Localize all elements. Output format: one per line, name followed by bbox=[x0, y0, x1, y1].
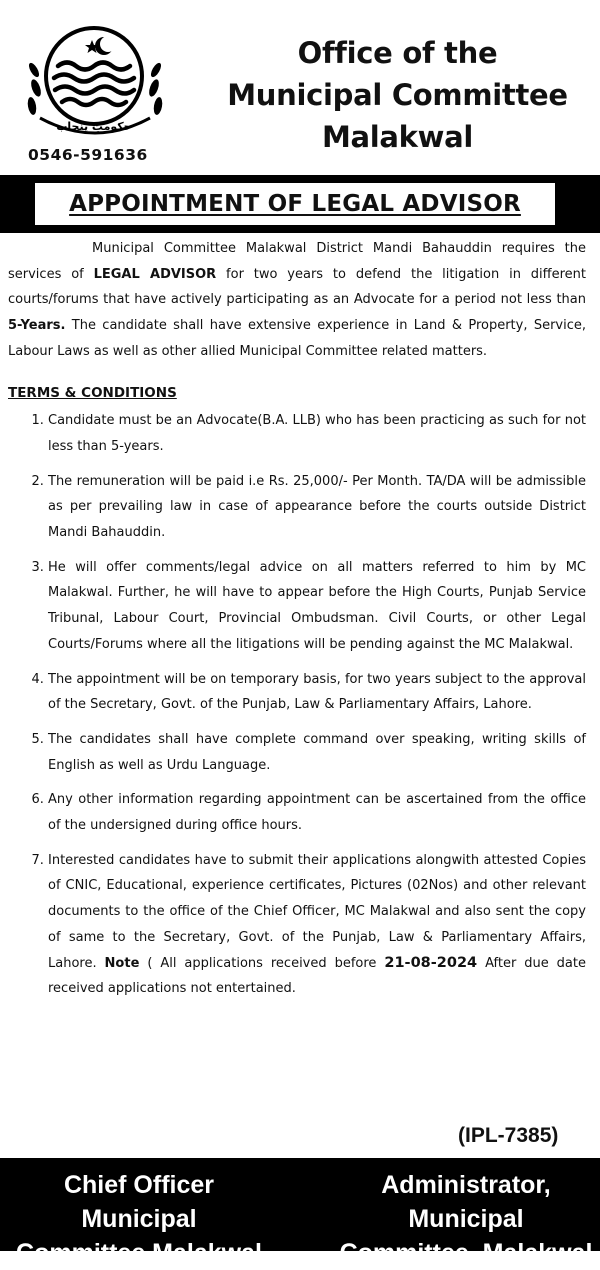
term-7-text-2: ( All applications received before bbox=[139, 955, 385, 971]
term-item-3: 3. He will offer comments/legal advice on all matters referred to him by MC Malakwal. Further, he will have to appear before the High Courts, Punjab Service Tribunal, Labour Court, Provincial Ombudsman. Civil Courts, or other Legal Courts/Forums where all the litigations will be pending against the MC Malakwal. bbox=[48, 555, 586, 658]
intro-position: LEGAL ADVISOR bbox=[93, 266, 217, 282]
term-7-text-3: After due date received applications not entertained. bbox=[48, 955, 586, 997]
terms-heading: TERMS & CONDITIONS bbox=[8, 384, 177, 401]
term-item-7 bbox=[48, 848, 586, 1002]
page-title: APPOINTMENT OF LEGAL ADVISOR bbox=[69, 191, 521, 217]
header bbox=[0, 0, 600, 175]
term-item-1: 1. Candidate must be an Advocate(B.A. LLB) who has been practicing as such for not less than 5-years. bbox=[48, 408, 586, 459]
signatory-administrator bbox=[335, 1168, 597, 1270]
title-box bbox=[35, 183, 555, 225]
phone-number: 0546-591636 bbox=[28, 146, 148, 164]
title-bar bbox=[0, 175, 600, 233]
signatory-chief-officer bbox=[8, 1168, 270, 1270]
advertisement-body bbox=[8, 236, 586, 1011]
spacer bbox=[8, 365, 586, 381]
term-item-2: 2. The remuneration will be paid i.e Rs. 25,000/- Per Month. TA/DA will be admissible as per prevailing law in case of appearance before the courts outside District Mandi Bahauddin. bbox=[48, 469, 586, 546]
term-7-text-1: Interested candidates have to submit their applications alongwith attested Copies of CNIC, Educational, experience certificates, Pictures (02Nos) and other relevant documents to the office of the Chief Officer, MC Malakwal and also sent the copy of same to the Secretary, Govt. of the Punjab, Law & Parliamentary Affairs, Lahore. bbox=[48, 852, 586, 971]
signatory-right-line-1: Administrator, Municipal bbox=[381, 1171, 551, 1233]
term-item-4: 4. The appointment will be on temporary basis, for two years subject to the approval of the Secretary, Govt. of the Punjab, Law & Parliamentary Affairs, Lahore. bbox=[48, 667, 586, 718]
punjab-government-logo bbox=[22, 18, 172, 148]
intro-paragraph bbox=[8, 236, 586, 365]
intro-text-3: The candidate shall have extensive experience in Land & Property, Service, Labour Laws as well as other allied Municipal Committee related matters. bbox=[8, 318, 586, 359]
signatory-left-line-1: Chief Officer Municipal bbox=[63, 1171, 215, 1233]
term-item-6: 6. Any other information regarding appointment can be ascertained from the office of the undersigned during office hours. bbox=[48, 787, 586, 838]
terms-list bbox=[8, 408, 586, 1002]
signatory-left-line-2: Committee Malakwal bbox=[16, 1239, 262, 1267]
deadline-date: 21-08-2024 bbox=[384, 954, 478, 971]
logo-caption: حکومتِ پنجاب bbox=[56, 120, 132, 133]
office-line-3: Malakwal bbox=[321, 120, 474, 154]
office-line-1: Office of the bbox=[297, 36, 498, 70]
intro-years: 5-Years. bbox=[8, 318, 66, 334]
footer bbox=[0, 1158, 600, 1267]
office-line-2: Municipal Committee bbox=[227, 78, 568, 112]
note-label: Note bbox=[104, 955, 140, 971]
signatory-right-line-2: Committee, Malakwal bbox=[339, 1239, 593, 1267]
term-item-5: 5. The candidates shall have complete command over speaking, writing skills of English as well as Urdu Language. bbox=[48, 727, 586, 778]
reference-number: (IPL-7385) bbox=[458, 1124, 559, 1147]
office-heading bbox=[205, 32, 590, 158]
intro-text-1: Municipal Committee Malakwal District Mandi Bahauddin requires the services of bbox=[8, 241, 586, 282]
intro-text-2: for two years to defend the litigation in different courts/forums that have actively participating as an Advocate for a period not less than bbox=[8, 266, 586, 308]
